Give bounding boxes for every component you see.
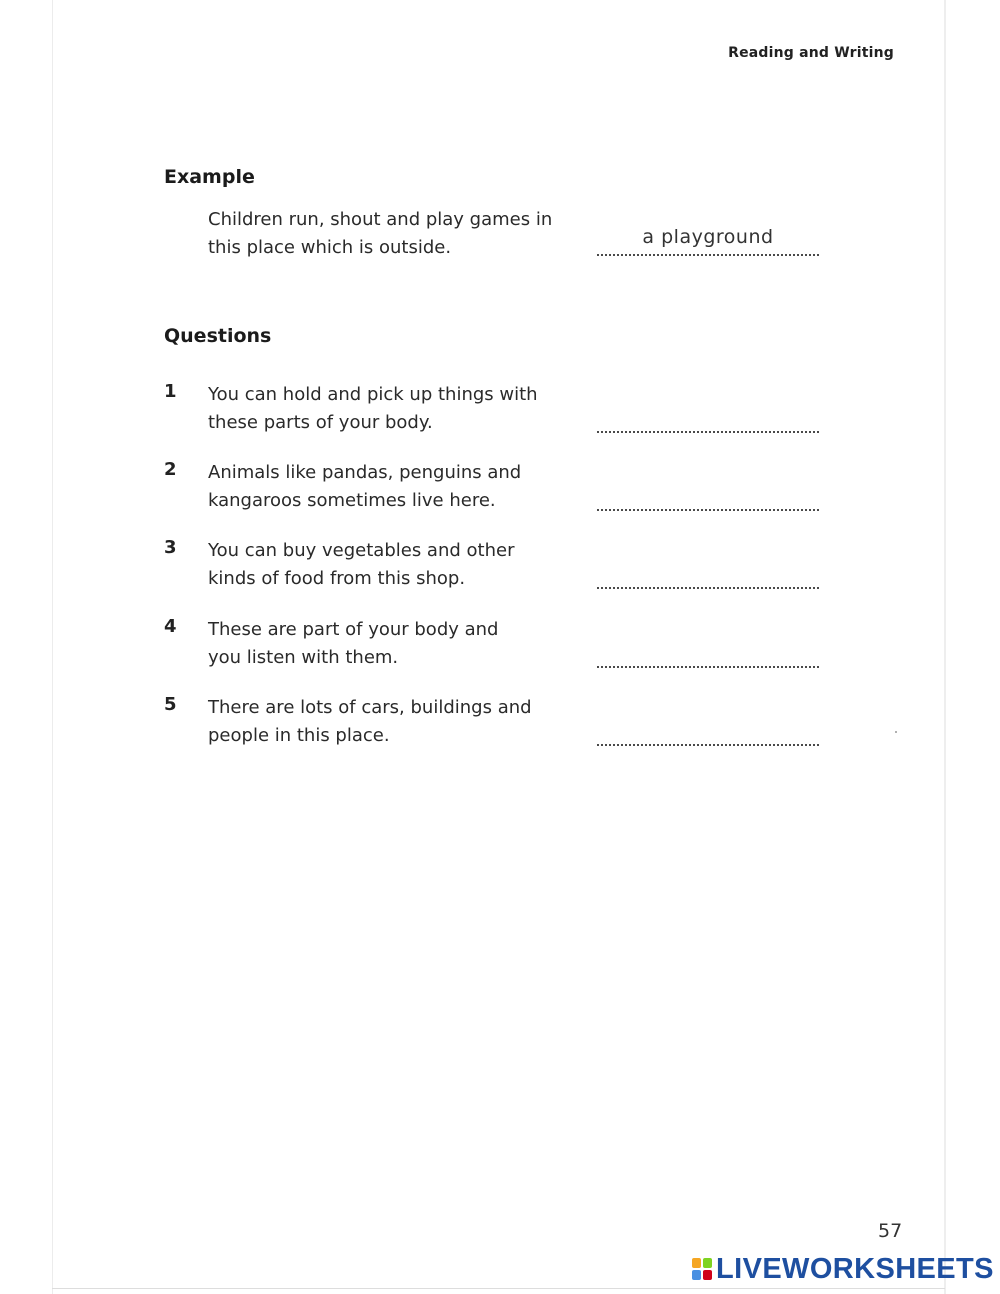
example-answer-line <box>597 224 819 256</box>
question-line: people in this place. <box>208 725 390 746</box>
answer-field-4[interactable] <box>597 638 819 668</box>
question-line: You can hold and pick up things with <box>208 384 538 405</box>
question-number: 3 <box>164 537 177 558</box>
question-row <box>164 694 824 754</box>
questions-heading: Questions <box>164 325 272 347</box>
question-number: 5 <box>164 694 177 715</box>
question-line: kangaroos sometimes live here. <box>208 490 496 511</box>
page-number: 57 <box>878 1220 903 1242</box>
liveworksheets-logo-icon <box>692 1258 712 1280</box>
page-edge-right <box>944 0 946 1294</box>
logo-square-icon <box>692 1270 701 1280</box>
question-line: kinds of food from this shop. <box>208 568 466 589</box>
question-line: You can buy vegetables and other <box>208 540 515 561</box>
question-line: These are part of your body and <box>208 619 499 640</box>
logo-square-icon <box>703 1270 712 1280</box>
example-text <box>208 206 568 262</box>
example-line: this place which is outside. <box>208 237 452 258</box>
question-line: There are lots of cars, buildings and <box>208 697 532 718</box>
question-text <box>208 694 568 750</box>
question-line: these parts of your body. <box>208 412 433 433</box>
question-number: 2 <box>164 459 177 480</box>
question-line: you listen with them. <box>208 647 399 668</box>
answer-field-1[interactable] <box>597 403 819 433</box>
logo-square-icon <box>692 1258 701 1268</box>
example-heading: Example <box>164 166 255 188</box>
question-text <box>208 616 568 672</box>
example-line: Children run, shout and play games in <box>208 209 553 230</box>
question-number: 4 <box>164 616 177 637</box>
liveworksheets-brand[interactable] <box>692 1254 994 1284</box>
page-edge-left <box>52 0 53 1294</box>
question-line: Animals like pandas, penguins and <box>208 462 522 483</box>
question-text <box>208 459 568 515</box>
question-text <box>208 381 568 437</box>
question-row <box>164 537 824 597</box>
logo-square-icon <box>703 1258 712 1268</box>
question-number: 1 <box>164 381 177 402</box>
scan-speck <box>895 731 897 733</box>
answer-field-3[interactable] <box>597 559 819 589</box>
page-edge-bottom <box>52 1288 945 1289</box>
answer-field-2[interactable] <box>597 481 819 511</box>
question-row <box>164 459 824 519</box>
section-title: Reading and Writing <box>728 45 894 61</box>
example-row <box>164 206 824 266</box>
brand-text: LIVEWORKSHEETS <box>716 1252 994 1285</box>
answer-field-5[interactable] <box>597 716 819 746</box>
question-row <box>164 381 824 441</box>
question-text <box>208 537 568 593</box>
question-row <box>164 616 824 676</box>
example-answer: a playground <box>642 226 774 248</box>
